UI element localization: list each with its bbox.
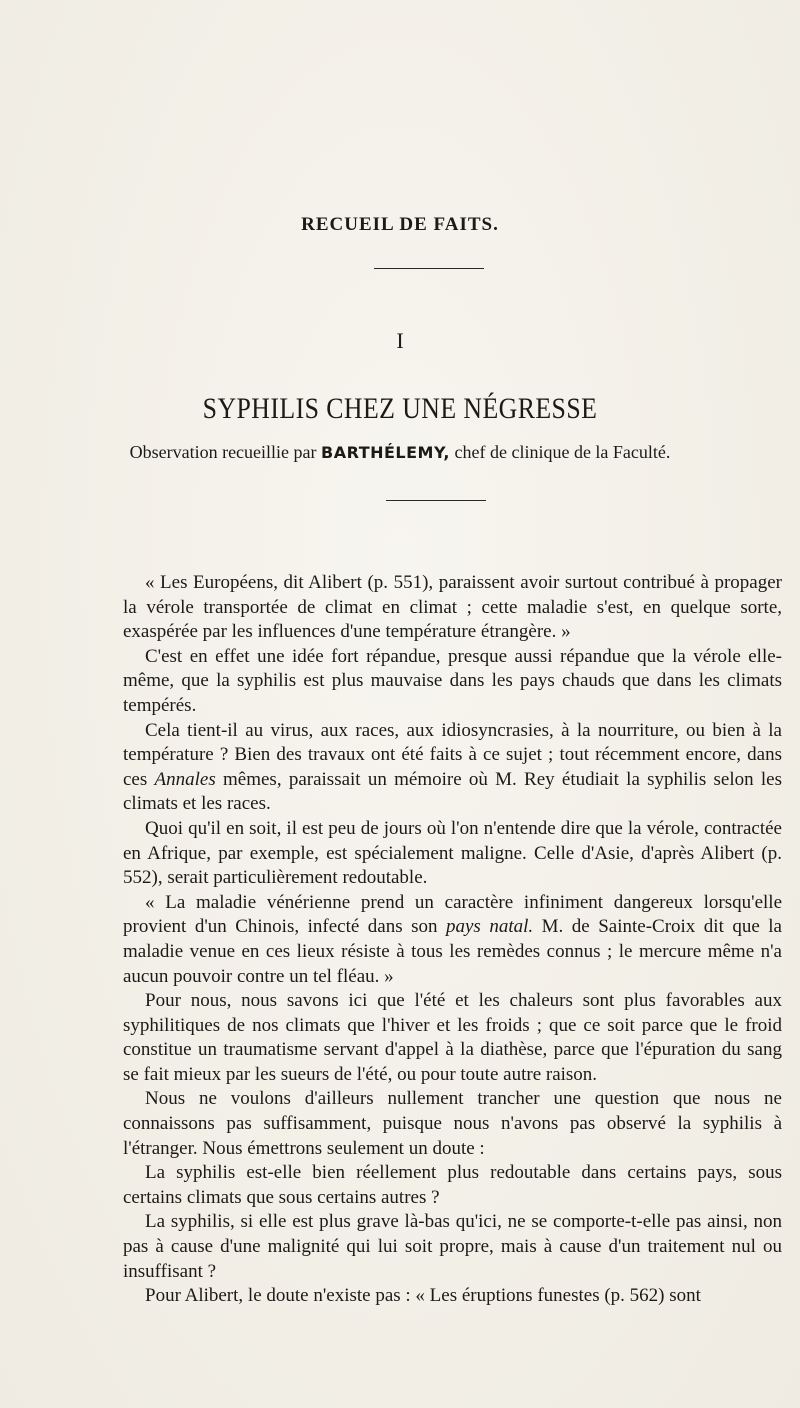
paragraph: « Les Européens, dit Alibert (p. 551), paraissent avoir surtout contribué à propager la vérole transportée de climat en climat ; cette maladie s'est, en quelque sorte, exaspérée par les influences d'une température étrangère. » [123, 572, 782, 643]
divider-bottom [386, 500, 486, 501]
paragraph: La syphilis, si elle est plus grave là-bas qu'ici, ne se comporte-t-elle pas ainsi, non pas à cause d'une malignité qui lui soit propre, mais à cause d'un traitement nul ou insuffisant ? [123, 1211, 782, 1282]
byline-prefix: Observation recueillie par [129, 442, 317, 462]
byline-suffix: chef de clinique de la Faculté. [454, 442, 671, 462]
byline [0, 442, 800, 463]
article-title: SYPHILIS CHEZ UNE NÉGRESSE [202, 392, 598, 425]
paragraph: La syphilis est-elle bien réellement plus redoutable dans certains pays, sous certains climats que sous certains autres ? [123, 1162, 782, 1208]
paragraph: C'est en effet une idée fort répandue, presque aussi répandue que la vérole elle-même, que la syphilis est plus mauvaise dans les pays chauds que dans les climats tempérés. [123, 645, 782, 716]
part-numeral: I [396, 328, 404, 353]
article-body [123, 571, 782, 1309]
paragraph: Quoi qu'il en soit, il est peu de jours où l'on n'entende dire que la vérole, contractée en Afrique, par exemple, est spécialement maligne. Celle d'Asie, d'après Alibert (p. 552), serait particulièrement redoutable. [123, 817, 782, 889]
divider-top [374, 268, 484, 269]
paragraph: Pour nous, nous savons ici que l'été et les chaleurs sont plus favorables aux syphilitiques de nos climats que l'hiver et les froids ; que ce soit parce que le froid constitue un traumatisme servant d'appel à la diathèse, parce que l'épuration du sang se fait mieux par les sueurs de l'été, ou pour toute autre raison. [123, 990, 782, 1085]
paragraph: Nous ne voulons d'ailleurs nullement trancher une question que nous ne connaissons pas suffisamment, puisque nous n'avons pas observé la syphilis à l'étranger. Nous émettrons seulement un doute : [123, 1088, 782, 1159]
section-heading: RECUEIL DE FAITS. [301, 214, 499, 235]
byline-author: BARTHÉLEMY, [321, 443, 450, 462]
paragraph: Cela tient-il au virus, aux races, aux idiosyncrasies, à la nourriture, ou bien à la température ? Bien des travaux ont été faits à ce sujet ; tout récemment encore, dans ces Annales mêmes, paraissait un mémoire où M. Rey étudiait la syphilis selon les climats et les races. [123, 719, 782, 815]
paragraph: Pour Alibert, le doute n'existe pas : « Les éruptions funestes (p. 562) sont [145, 1285, 701, 1307]
paragraph: « La maladie vénérienne prend un caractère infiniment dangereux lorsqu'elle provient d'un Chinois, infecté dans son pays natal. M. de Sainte-Croix dit que la maladie venue en ces lieux résiste à tous les remèdes connus ; le mercure même n'a aucun pouvoir contre un tel fléau. » [123, 891, 782, 987]
